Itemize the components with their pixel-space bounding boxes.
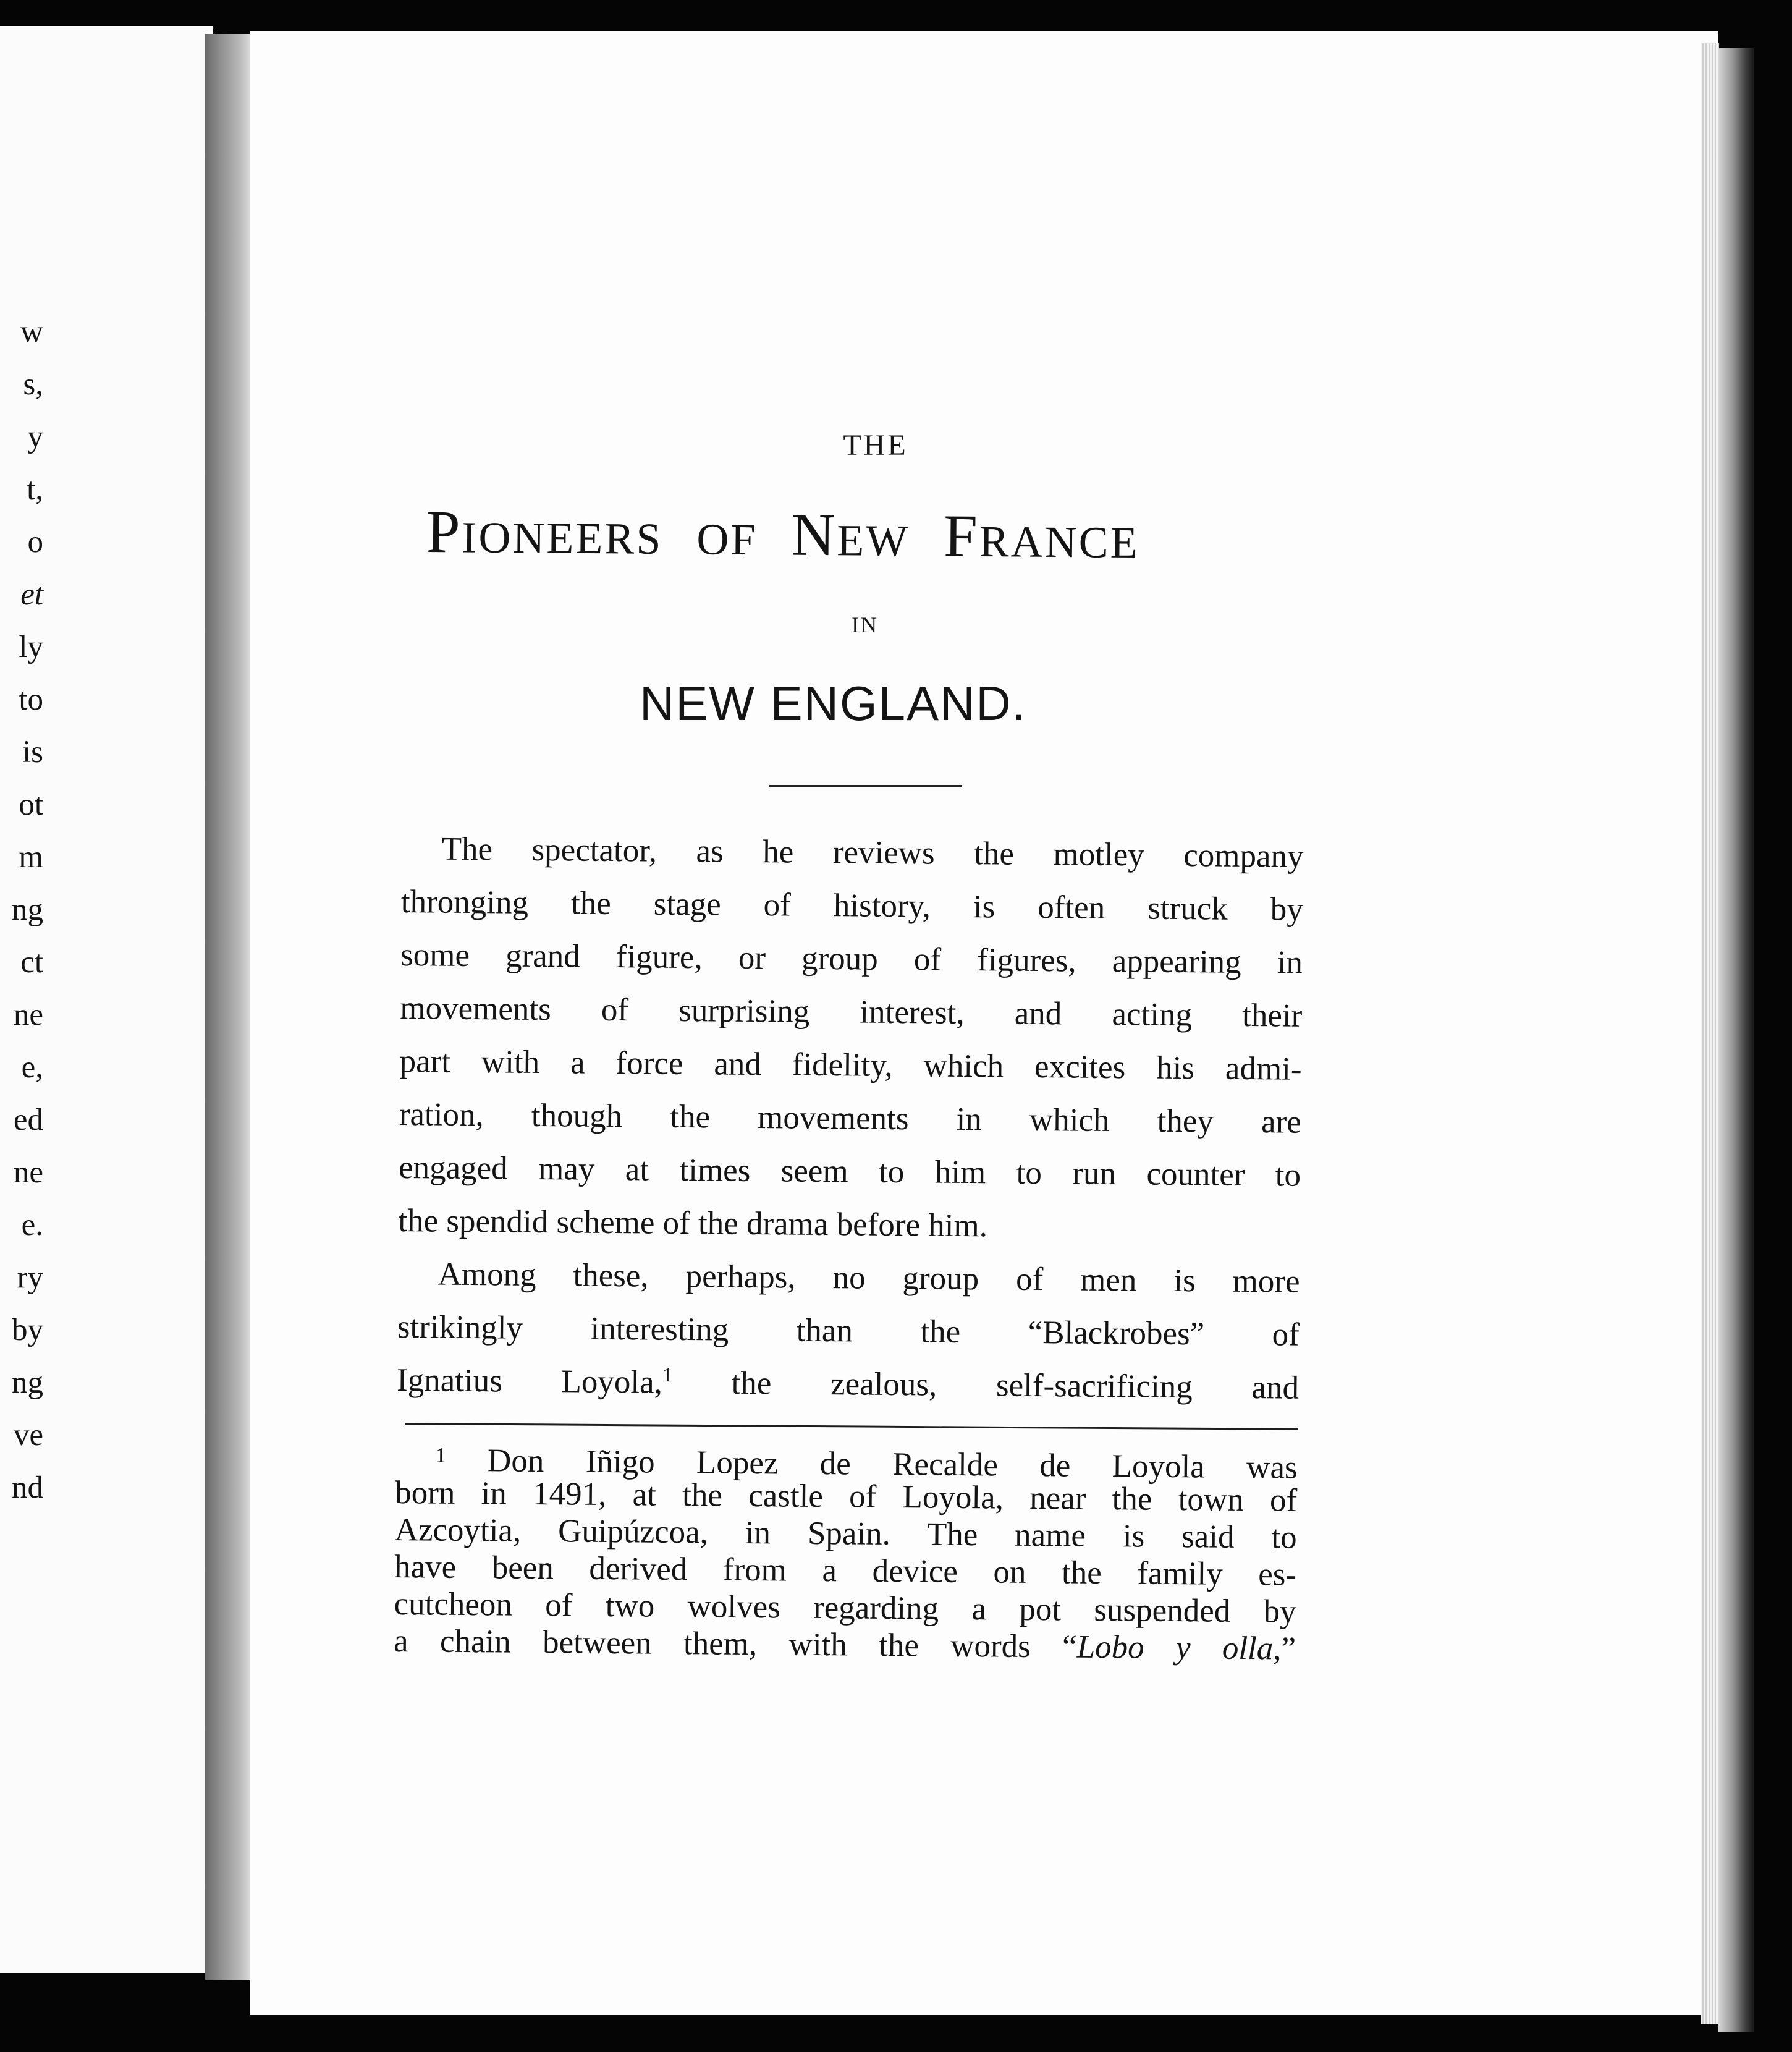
left-page-fragment: e, [21,1050,43,1085]
left-page-fragment: et [20,577,43,612]
left-page-fragment: s, [23,367,43,402]
left-page-fragment: ng [12,892,43,927]
left-page-fragment: ct [20,945,43,980]
body-line: strikingly interesting than the “Blackrobes” of [397,1308,1300,1353]
book-cover-edge [1718,48,1754,2032]
left-page-fragment: ed [13,1103,43,1137]
title-letter: N [791,501,837,569]
footnote-text-segment: Don Iñigo Lopez de Recalde de Loyola was [446,1442,1298,1486]
title-word: OF [696,514,758,565]
left-page-fragment: to [19,682,43,717]
body-line: ration, though the movements in which they are [399,1096,1302,1140]
footnote-line: born in 1491, at the castle of Loyola, near the town of [394,1474,1298,1519]
footnote-text-segment: a chain between them, with the words “ [393,1622,1077,1665]
body-line: engaged may at times seem to him to run counter to [398,1149,1301,1193]
page-edges [1701,43,1719,2024]
footnote-reference: 1 [662,1363,673,1386]
left-page-fragment: ne [13,1155,43,1190]
left-page-fragment: y [27,420,43,454]
footnote-mark: 1 [435,1444,446,1467]
body-line: thronging the stage of history, is often struck by [400,883,1304,928]
body-line: The spectator, as he reviews the motley company [441,831,1304,875]
body-line [397,1354,1300,1415]
body-text [397,822,1304,1415]
left-page-fragment: ly [19,630,43,664]
title-in: IN [852,613,879,637]
footnote [394,1437,1298,1668]
title-letter: F [943,502,980,570]
left-page-fragment: w [20,315,43,349]
title-letter: P [426,499,462,566]
left-page-fragment: o [27,525,43,559]
left-page-fragment: t, [27,472,43,507]
left-page-fragment: nd [12,1470,43,1505]
book-gutter [205,34,253,1980]
left-page-fragment: ng [12,1365,43,1400]
left-page-fragment: ry [17,1260,43,1295]
title-rule [769,785,962,787]
left-page-text-fragments [0,306,43,1514]
body-line: the spendid scheme of the drama before him. [398,1202,988,1244]
title-word: IONEERS [462,512,663,564]
body-text-segment: the zealous, self-sacrificing and [672,1364,1300,1406]
body-line: part with a force and fidelity, which excites his admi- [399,1043,1302,1087]
title-word: RANCE [979,517,1140,568]
footnote-line: have been derived from a device on the family es- [394,1548,1297,1593]
footnote-line [394,1622,1296,1668]
left-page-fragment: is [22,735,43,770]
left-page-fragment: m [19,840,43,875]
left-page-fragment: ne [13,998,43,1032]
footnote-line: cutcheon of two wolves regarding a pot suspended by [394,1585,1296,1630]
body-line: Among these, perhaps, no group of men is more [437,1256,1300,1300]
left-page-fragment: e. [21,1208,43,1242]
body-line: movements of surprising interest, and acting their [400,990,1303,1034]
footnote-italic-motto: Lobo y olla, [1076,1629,1282,1667]
title-main [426,498,1329,574]
left-page-fragment: by [12,1313,43,1347]
body-text-segment: Ignatius Loyola, [396,1362,663,1401]
footnote-line: Azcoytia, Guipúzcoa, in Spain. The name is said to [394,1511,1297,1556]
title-word: EW [836,515,910,566]
footnote-text-segment: ” [1281,1630,1296,1667]
title-new-england: NEW ENGLAND. [640,676,1027,731]
left-page-fragment: ve [13,1418,43,1452]
body-line: some grand figure, or group of figures, appearing in [400,936,1303,981]
left-page-fragment: ot [19,787,43,822]
title-the: THE [843,429,908,462]
